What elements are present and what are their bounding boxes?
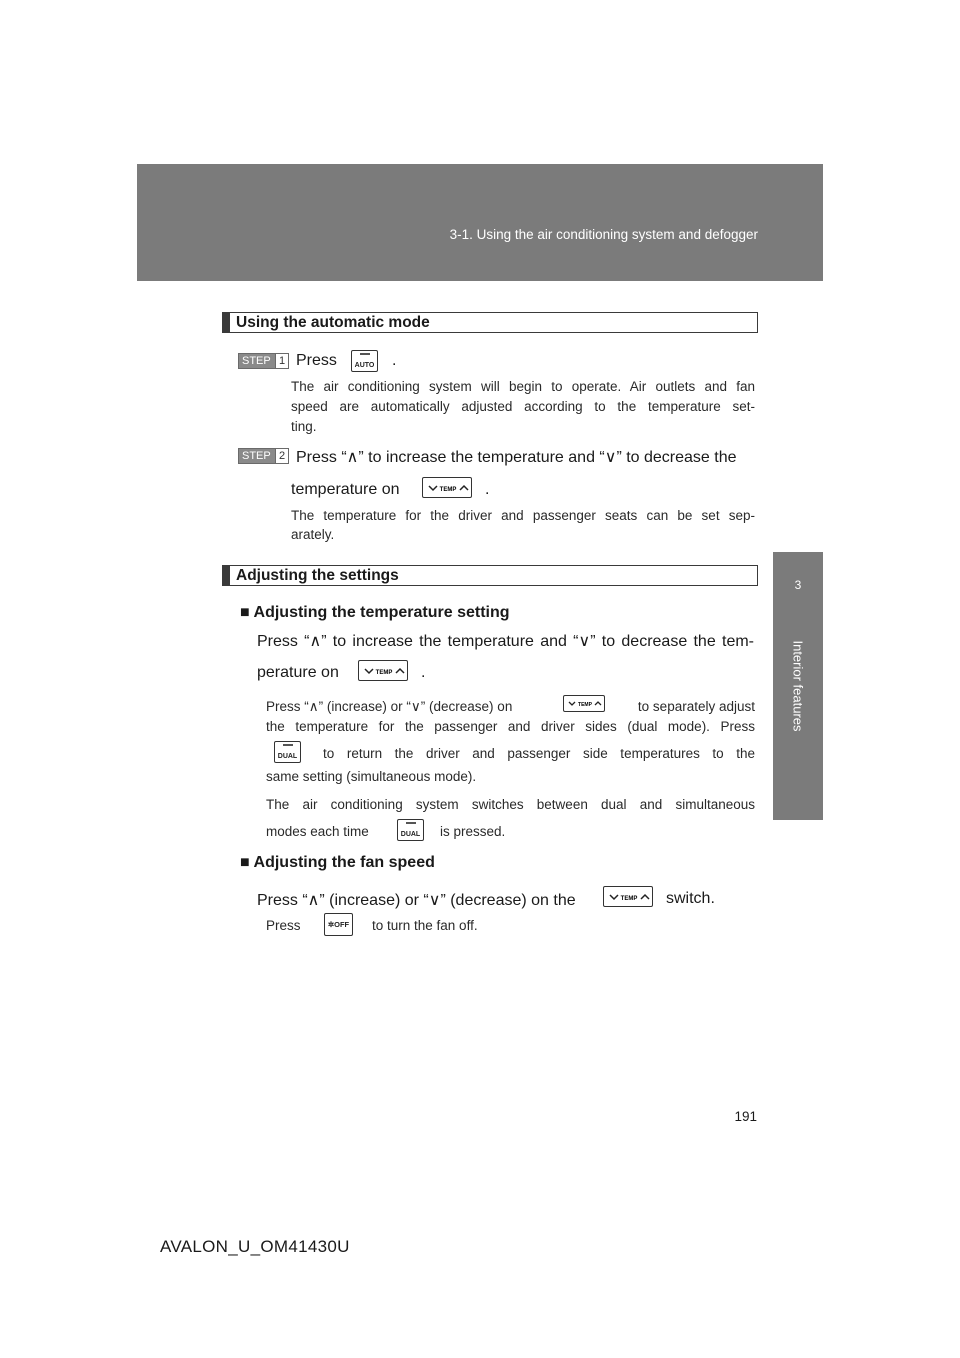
step-word: STEP: [242, 450, 271, 462]
step-2-desc-line-1: The temperature for the driver and passenger seats can be set sep-: [291, 508, 755, 523]
temperature-note-2b: is pressed.: [440, 824, 506, 839]
fan-speed-line-b: switch.: [666, 890, 715, 907]
temperature-note-1b: to separately adjust: [637, 699, 755, 714]
step-2-line-2: temperature on: [291, 481, 400, 498]
temperature-note-1a: Press “∧” (increase) or “∨” (decrease) on: [266, 699, 513, 714]
temperature-line-2: perature on: [257, 664, 339, 681]
section-heading-adjusting-settings: [222, 565, 758, 586]
step-2-line-1: Press “∧” to increase the temperature and “∨” to decrease the: [296, 449, 737, 466]
temperature-note-1-line-3: to return the driver and passenger side temperatures to the: [323, 746, 755, 761]
fan-off-note-a: Press: [266, 918, 301, 933]
auto-button-icon: AUTO: [351, 350, 378, 372]
step-1-desc-line-3: ting.: [291, 419, 317, 434]
step-1-text: Press: [296, 352, 337, 369]
svg-text:TEMP: TEMP: [620, 896, 638, 902]
temperature-note-2a: modes each time: [266, 824, 369, 839]
section-title: Adjusting the settings: [236, 567, 399, 584]
step-2-desc-line-2: arately.: [291, 527, 335, 542]
step-number: 1: [275, 354, 288, 368]
temperature-line-1: Press “∧” to increase the temperature and “∨” to decrease the tem-: [257, 633, 754, 650]
temperature-period: .: [421, 664, 426, 681]
temp-switch-icon: [563, 695, 605, 712]
step-1-badge: [238, 353, 289, 369]
temp-switch-icon: [603, 886, 653, 907]
step-word: STEP: [242, 355, 271, 367]
subheading-temperature: ■ Adjusting the temperature setting: [240, 604, 510, 621]
temp-switch-icon: [358, 660, 408, 681]
chapter-label: Interior features: [790, 640, 806, 732]
dual-button-icon: DUAL: [397, 819, 424, 841]
step-1-desc-line-2: speed are automatically adjusted according to the temperature set-: [291, 399, 755, 414]
fan-off-note-b: to turn the fan off.: [372, 918, 478, 933]
chapter-header-band: [137, 164, 823, 281]
fan-icon: ✲: [327, 920, 335, 929]
fan-off-button-icon: ✲OFF: [324, 913, 353, 936]
step-number: 2: [275, 449, 288, 463]
chapter-header-title: 3-1. Using the air conditioning system and defogger: [449, 227, 758, 242]
subheading-fan-speed: ■ Adjusting the fan speed: [240, 854, 435, 871]
section-heading-automatic-mode: [222, 312, 758, 333]
svg-text:TEMP: TEMP: [578, 702, 592, 708]
step-1-desc-line-1: The air conditioning system will begin to operate. Air outlets and fan: [291, 379, 755, 394]
document-code: AVALON_U_OM41430U: [160, 1237, 350, 1256]
step-2-badge: [238, 448, 289, 464]
fan-speed-line-a: Press “∧” (increase) or “∨” (decrease) on the: [257, 892, 576, 909]
svg-text:TEMP: TEMP: [439, 487, 457, 493]
section-title: Using the automatic mode: [236, 314, 430, 331]
temperature-note-2-line-1: The air conditioning system switches between dual and simultaneous: [266, 797, 755, 812]
step-1-period: .: [392, 352, 397, 369]
chapter-number: 3: [794, 578, 802, 592]
temperature-note-1-line-4: same setting (simultaneous mode).: [266, 769, 477, 784]
step-2-period: .: [485, 481, 490, 498]
temp-switch-icon: [422, 477, 472, 498]
dual-button-icon: DUAL: [274, 741, 301, 763]
temperature-note-1-line-2: the temperature for the passenger and driver sides (dual mode). Press: [266, 719, 755, 734]
svg-text:TEMP: TEMP: [375, 670, 393, 676]
page-number: 191: [734, 1109, 757, 1124]
